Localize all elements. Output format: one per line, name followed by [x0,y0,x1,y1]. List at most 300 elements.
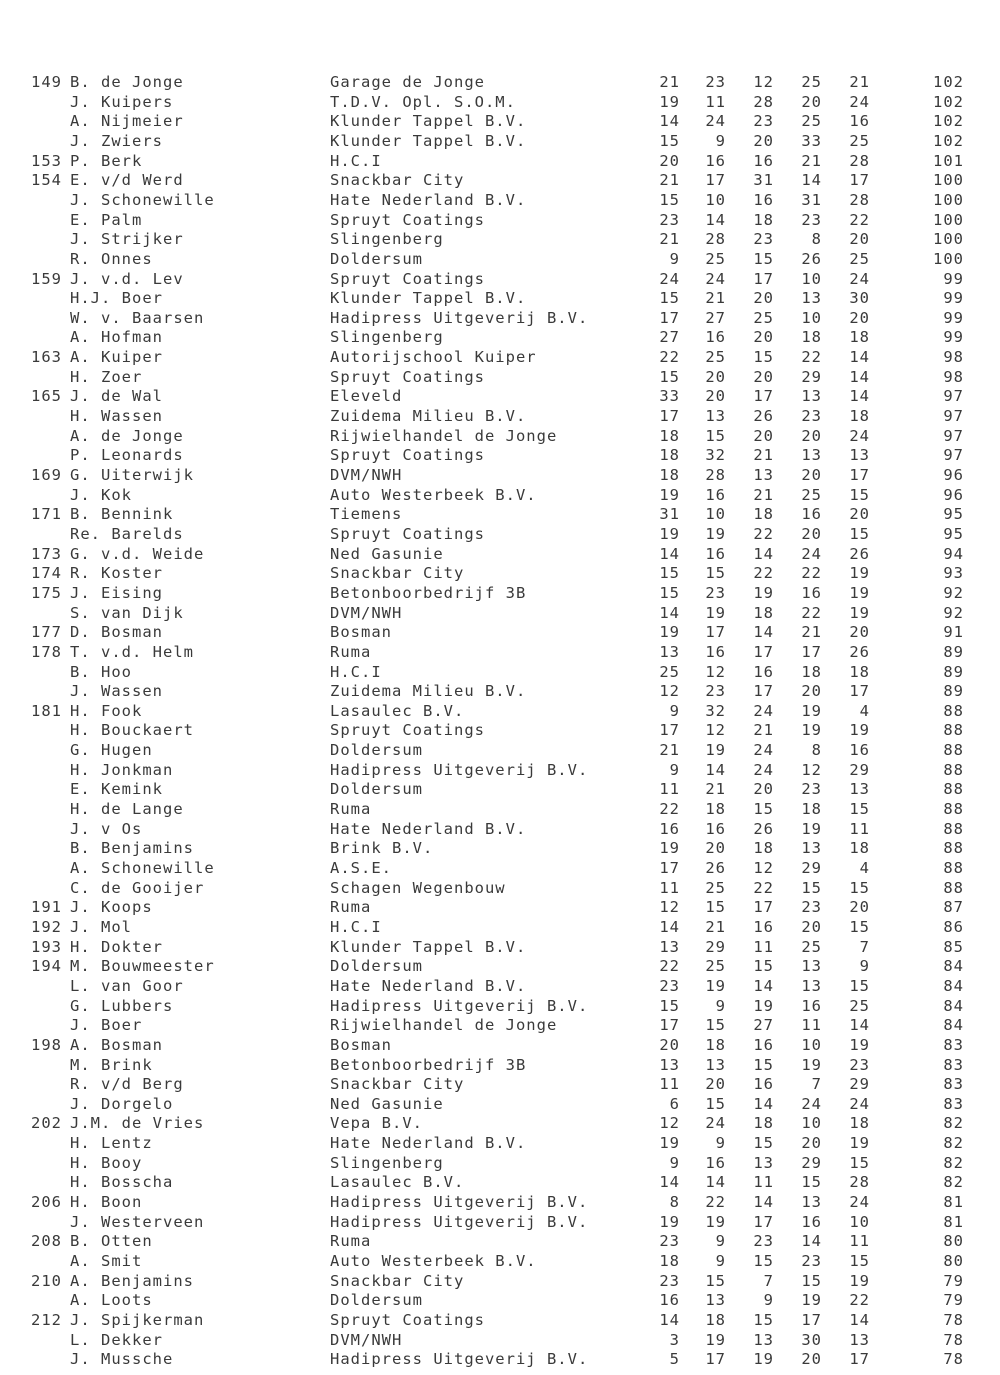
total-score: 84 [943,957,964,976]
score-1: 19 [659,623,680,642]
rank-number: 193 [31,937,62,956]
participant-name: G. v.d. Weide [70,544,205,563]
score-2: 16 [705,544,726,563]
score-2: 15 [705,1271,726,1290]
score-2: 25 [705,249,726,268]
company-name: Bosman [330,623,392,642]
score-1: 19 [659,1134,680,1153]
score-3: 31 [753,171,774,190]
score-3: 21 [753,485,774,504]
participant-name: H. de Lange [70,800,184,818]
score-2: 14 [705,1173,726,1192]
company-name: Ruma [330,800,372,818]
rank-number: 169 [31,466,62,484]
participant-name: B. Otten [70,1232,153,1251]
score-3: 20 [753,780,774,799]
score-1: 22 [659,957,680,976]
participant-name: G. Lubbers [70,996,174,1015]
total-score: 88 [943,760,964,779]
company-name: Spruyt Coatings [330,367,485,386]
total-score: 80 [943,1252,964,1270]
score-4: 31 [801,190,822,209]
company-name: Doldersum [330,957,423,976]
score-2: 24 [705,1114,726,1133]
participant-name: J. Kuipers [70,92,174,111]
score-5: 15 [849,800,870,818]
score-3: 22 [753,878,774,897]
score-4: 10 [801,1114,822,1133]
score-2: 16 [705,642,726,661]
score-5: 20 [849,505,870,524]
score-3: 22 [753,564,774,583]
score-5: 28 [849,1173,870,1192]
score-2: 10 [705,505,726,524]
score-1: 15 [659,367,680,386]
rank-number: 163 [31,348,62,367]
score-4: 19 [801,721,822,740]
score-5: 7 [859,937,870,956]
score-4: 24 [801,1094,822,1113]
score-2: 18 [705,800,726,818]
score-3: 9 [763,1291,774,1310]
score-1: 19 [659,485,680,504]
total-score: 81 [943,1193,964,1211]
score-2: 16 [705,485,726,504]
score-1: 14 [659,917,680,936]
score-3: 13 [753,466,774,484]
participant-name: J.M. de Vries [70,1114,205,1133]
total-score: 83 [943,1035,964,1054]
score-2: 15 [705,1016,726,1035]
participant-name: A. Schonewille [70,859,215,877]
score-1: 21 [659,230,680,249]
score-2: 24 [705,269,726,288]
company-name: Ruma [330,898,372,917]
company-name: T.D.V. Opl. S.O.M. [330,92,516,111]
score-2: 20 [705,839,726,858]
total-score: 89 [943,662,964,681]
score-3: 26 [753,407,774,425]
score-4: 13 [801,289,822,308]
score-1: 21 [659,73,680,91]
score-5: 20 [849,898,870,917]
participant-name: A. Benjamins [70,1271,194,1290]
score-3: 23 [753,112,774,131]
company-name: Rijwielhandel de Jonge [330,1016,558,1035]
participant-name: B. Hoo [70,662,132,681]
total-score: 82 [943,1153,964,1172]
score-4: 8 [811,230,822,249]
score-4: 30 [801,1330,822,1349]
participant-name: T. v.d. Helm [70,642,194,661]
company-name: Snackbar City [330,171,465,190]
score-1: 27 [659,328,680,347]
participant-name: J. Spijkerman [70,1310,205,1329]
score-5: 15 [849,485,870,504]
participant-name: H. Bosscha [70,1173,174,1192]
company-name: Klunder Tappel B.V. [330,289,527,308]
score-1: 22 [659,800,680,818]
score-4: 19 [801,1291,822,1310]
score-5: 26 [849,544,870,563]
total-score: 78 [943,1350,964,1369]
score-5: 21 [849,73,870,91]
total-score: 79 [943,1271,964,1290]
score-2: 16 [705,1153,726,1172]
score-4: 8 [811,741,822,760]
total-score: 88 [943,859,964,877]
score-4: 20 [801,92,822,111]
score-1: 20 [659,1035,680,1054]
participant-name: J. Koops [70,898,153,917]
score-2: 14 [705,210,726,229]
score-1: 17 [659,407,680,425]
score-3: 22 [753,525,774,543]
score-3: 20 [753,426,774,445]
score-1: 14 [659,112,680,131]
score-5: 4 [859,701,870,720]
score-5: 22 [849,1291,870,1310]
score-3: 14 [753,1094,774,1113]
participant-name: M. Bouwmeester [70,957,215,976]
rank-number: 192 [31,917,62,936]
company-name: Spruyt Coatings [330,210,485,229]
participant-name: E. Palm [70,210,143,229]
score-1: 31 [659,505,680,524]
score-5: 17 [849,1350,870,1369]
total-score: 83 [943,1055,964,1074]
total-score: 89 [943,642,964,661]
score-5: 28 [849,190,870,209]
total-score: 100 [933,171,964,190]
score-5: 24 [849,426,870,445]
company-name: Lasaulec B.V. [330,1173,465,1192]
rank-number: 154 [31,171,62,190]
score-1: 11 [659,780,680,799]
company-name: Doldersum [330,741,423,760]
score-5: 16 [849,741,870,760]
rank-number: 208 [31,1232,62,1251]
total-score: 84 [943,976,964,995]
score-1: 18 [659,426,680,445]
score-2: 19 [705,1330,726,1349]
total-score: 87 [943,898,964,917]
score-5: 26 [849,642,870,661]
participant-name: A. Kuiper [70,348,163,367]
score-4: 15 [801,1271,822,1290]
company-name: Doldersum [330,1291,423,1310]
score-4: 20 [801,466,822,484]
score-4: 13 [801,387,822,406]
score-3: 20 [753,289,774,308]
score-2: 13 [705,407,726,425]
rank-number: 153 [31,151,62,170]
score-3: 18 [753,505,774,524]
score-4: 19 [801,819,822,838]
participant-name: H. Fook [70,701,143,720]
score-4: 18 [801,662,822,681]
score-4: 11 [801,1016,822,1035]
participant-name: H. Zoer [70,367,143,386]
rank-number: 173 [31,544,62,563]
participant-name: J. Eising [70,583,163,602]
company-name: Rijwielhandel de Jonge [330,426,558,445]
score-4: 19 [801,701,822,720]
total-score: 101 [933,151,964,170]
score-3: 27 [753,1016,774,1035]
score-3: 15 [753,1055,774,1074]
score-2: 16 [705,819,726,838]
company-name: DVM/NWH [330,603,403,622]
company-name: Spruyt Coatings [330,1310,485,1329]
score-5: 11 [849,1232,870,1251]
company-name: Snackbar City [330,1271,465,1290]
company-name: Hadipress Uitgeverij B.V. [330,1350,589,1369]
total-score: 91 [943,623,964,642]
total-score: 100 [933,230,964,249]
score-3: 18 [753,839,774,858]
total-score: 92 [943,603,964,622]
score-3: 26 [753,819,774,838]
score-5: 14 [849,1310,870,1329]
total-score: 97 [943,407,964,425]
participant-name: J. Schonewille [70,190,215,209]
company-name: H.C.I [330,662,382,681]
participant-name: E. v/d Werd [70,171,184,190]
total-score: 97 [943,446,964,465]
score-4: 16 [801,996,822,1015]
score-5: 17 [849,682,870,701]
score-5: 19 [849,1035,870,1054]
company-name: Betonboorbedrijf 3B [330,1055,527,1074]
score-3: 16 [753,1035,774,1054]
total-score: 84 [943,996,964,1015]
rank-number: 175 [31,583,62,602]
participant-name: A. Bosman [70,1035,163,1054]
total-score: 96 [943,466,964,484]
score-5: 10 [849,1212,870,1231]
company-name: Doldersum [330,780,423,799]
participant-name: P. Berk [70,151,143,170]
participant-name: J. Westerveen [70,1212,205,1231]
score-3: 23 [753,1232,774,1251]
score-1: 17 [659,308,680,327]
score-4: 20 [801,426,822,445]
score-2: 29 [705,937,726,956]
company-name: H.C.I [330,151,382,170]
company-name: Spruyt Coatings [330,446,485,465]
score-5: 29 [849,1075,870,1094]
score-4: 23 [801,780,822,799]
score-3: 25 [753,308,774,327]
score-1: 17 [659,859,680,877]
score-1: 23 [659,1232,680,1251]
score-3: 16 [753,1075,774,1094]
score-4: 18 [801,800,822,818]
company-name: Snackbar City [330,564,465,583]
score-3: 24 [753,760,774,779]
score-2: 25 [705,957,726,976]
score-2: 23 [705,583,726,602]
score-3: 18 [753,603,774,622]
rank-number: 212 [31,1310,62,1329]
score-2: 13 [705,1055,726,1074]
score-5: 19 [849,603,870,622]
score-2: 9 [715,1232,726,1251]
total-score: 88 [943,741,964,760]
total-score: 88 [943,701,964,720]
score-2: 13 [705,1291,726,1310]
company-name: Auto Westerbeek B.V. [330,485,537,504]
score-5: 18 [849,328,870,347]
rank-number: 210 [31,1271,62,1290]
score-1: 18 [659,466,680,484]
score-5: 15 [849,976,870,995]
score-1: 11 [659,1075,680,1094]
score-4: 23 [801,407,822,425]
score-5: 4 [859,859,870,877]
score-2: 21 [705,780,726,799]
total-score: 88 [943,878,964,897]
company-name: Hate Nederland B.V. [330,976,527,995]
total-score: 100 [933,190,964,209]
score-3: 19 [753,1350,774,1369]
score-4: 20 [801,1350,822,1369]
rank-number: 202 [31,1114,62,1133]
score-2: 19 [705,741,726,760]
score-3: 19 [753,996,774,1015]
score-2: 23 [705,73,726,91]
score-3: 14 [753,976,774,995]
total-score: 81 [943,1212,964,1231]
score-3: 15 [753,1134,774,1153]
score-2: 32 [705,446,726,465]
participant-name: J. de Wal [70,387,163,406]
score-2: 10 [705,190,726,209]
participant-name: S. van Dijk [70,603,184,622]
score-1: 15 [659,583,680,602]
score-3: 7 [763,1271,774,1290]
participant-name: J. Mol [70,917,132,936]
score-1: 9 [669,760,680,779]
score-5: 14 [849,367,870,386]
score-1: 33 [659,387,680,406]
company-name: Slingenberg [330,230,444,249]
score-5: 24 [849,1094,870,1113]
score-3: 20 [753,367,774,386]
score-4: 17 [801,1310,822,1329]
participant-name: B. de Jonge [70,73,184,91]
company-name: Bosman [330,1035,392,1054]
company-name: Schagen Wegenbouw [330,878,506,897]
score-4: 16 [801,1212,822,1231]
score-4: 25 [801,112,822,131]
score-1: 15 [659,996,680,1015]
total-score: 99 [943,269,964,288]
score-5: 29 [849,760,870,779]
total-score: 93 [943,564,964,583]
participant-name: J. Zwiers [70,131,163,150]
score-1: 15 [659,289,680,308]
total-score: 92 [943,583,964,602]
score-5: 24 [849,92,870,111]
rank-number: 206 [31,1193,62,1211]
score-4: 14 [801,1232,822,1251]
total-score: 79 [943,1291,964,1310]
score-1: 22 [659,348,680,367]
score-4: 23 [801,210,822,229]
company-name: Auto Westerbeek B.V. [330,1252,537,1270]
score-2: 25 [705,348,726,367]
total-score: 95 [943,525,964,543]
total-score: 83 [943,1094,964,1113]
score-5: 19 [849,1271,870,1290]
total-score: 99 [943,328,964,347]
rank-number: 191 [31,898,62,917]
company-name: DVM/NWH [330,466,403,484]
score-1: 24 [659,269,680,288]
company-name: Ned Gasunie [330,544,444,563]
score-2: 20 [705,1075,726,1094]
score-4: 10 [801,1035,822,1054]
total-score: 88 [943,839,964,858]
score-4: 24 [801,544,822,563]
score-3: 15 [753,249,774,268]
score-4: 26 [801,249,822,268]
score-1: 12 [659,1114,680,1133]
score-2: 14 [705,760,726,779]
company-name: Zuidema Milieu B.V. [330,682,527,701]
participant-name: R. Koster [70,564,163,583]
score-3: 17 [753,269,774,288]
score-2: 18 [705,1035,726,1054]
score-4: 17 [801,642,822,661]
score-1: 17 [659,721,680,740]
score-2: 19 [705,525,726,543]
score-4: 20 [801,525,822,543]
score-4: 16 [801,583,822,602]
company-name: Garage de Jonge [330,73,485,91]
score-4: 25 [801,937,822,956]
participant-name: L. van Goor [70,976,184,995]
score-1: 18 [659,1252,680,1270]
score-5: 15 [849,878,870,897]
score-4: 10 [801,269,822,288]
total-score: 86 [943,917,964,936]
company-name: Spruyt Coatings [330,721,485,740]
score-4: 13 [801,839,822,858]
total-score: 94 [943,544,964,563]
participant-name: Re. Barelds [70,525,184,543]
score-3: 15 [753,800,774,818]
score-5: 9 [859,957,870,976]
rank-number: 149 [31,73,62,91]
company-name: Ned Gasunie [330,1094,444,1113]
score-4: 13 [801,1193,822,1211]
score-2: 19 [705,976,726,995]
company-name: A.S.E. [330,859,392,877]
score-4: 13 [801,446,822,465]
company-name: Hadipress Uitgeverij B.V. [330,308,589,327]
score-3: 24 [753,701,774,720]
score-1: 15 [659,564,680,583]
score-1: 6 [669,1094,680,1113]
company-name: Hadipress Uitgeverij B.V. [330,1193,589,1211]
rank-number: 165 [31,387,62,406]
company-name: Hadipress Uitgeverij B.V. [330,1212,589,1231]
score-5: 24 [849,1193,870,1211]
score-4: 33 [801,131,822,150]
